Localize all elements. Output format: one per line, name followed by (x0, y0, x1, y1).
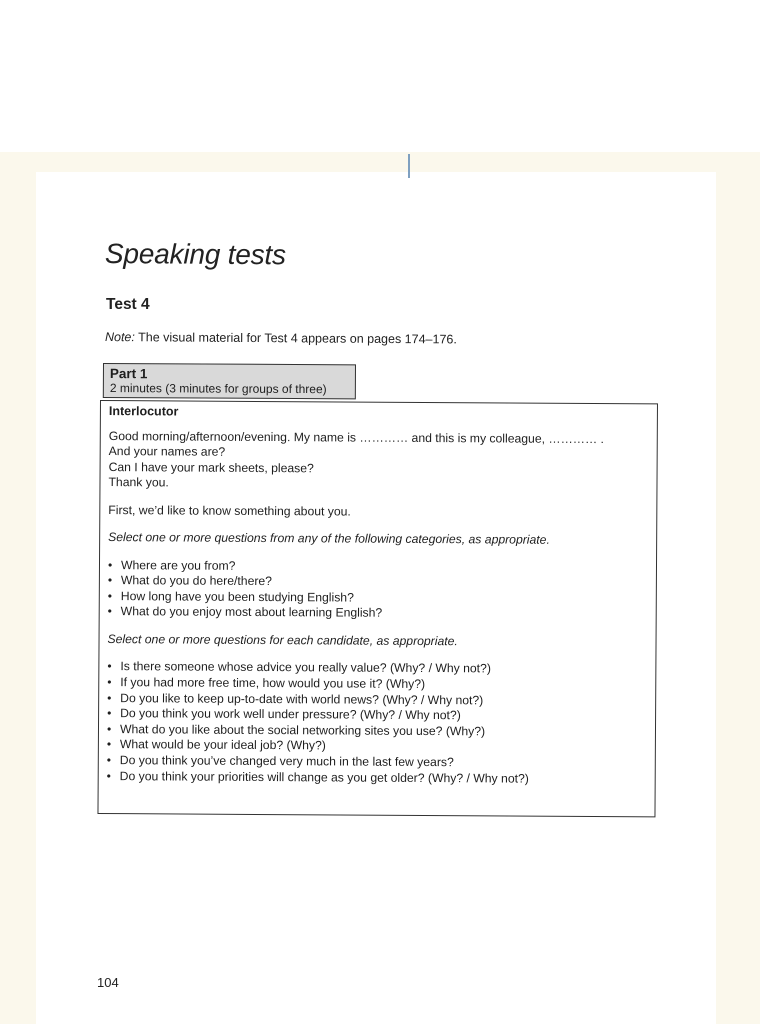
list-item: • What do you like about the social networking sites you use? (Why?) (107, 722, 647, 741)
list-item: • What do you enjoy most about learning English? (108, 604, 648, 623)
list-item: • What do you do here/there? (108, 573, 648, 592)
question-list-general (108, 558, 648, 624)
list-item: • Is there someone whose advice you really value? (Why? / Why not?) (107, 659, 647, 678)
part-header-box (103, 363, 356, 399)
intro-lines (108, 429, 648, 494)
list-item: • Do you think you’ve changed very much in the last few years? (107, 753, 647, 772)
list-item: • Do you think you work well under pressure? (Why? / Why not?) (107, 706, 647, 725)
list-item: • Do you think your priorities will change as you get older? (Why? / Why not?) (107, 769, 647, 788)
question-list-candidate (107, 659, 648, 787)
list-item: • Do you like to keep up-to-date with world news? (Why? / Why not?) (107, 691, 647, 710)
page-number: 104 (97, 975, 119, 990)
first-line: First, we’d like to know something about you. (108, 502, 351, 519)
list-item: • If you had more free time, how would you use it? (Why?) (107, 675, 647, 694)
intro-line: Good morning/afternoon/evening. My name is ………… and this is my colleague, ………… . (108, 428, 604, 446)
binding-mark (408, 154, 410, 178)
page-title: Speaking tests (104, 238, 286, 271)
part-label: Part 1 (109, 366, 148, 382)
intro-line: And your names are? (108, 444, 226, 459)
part-time: 2 minutes (3 minutes for groups of three) (109, 381, 327, 397)
list-item: • Where are you from? (108, 558, 648, 577)
interlocutor-heading: Interlocutor (108, 404, 179, 419)
test-heading: Test 4 (106, 296, 150, 313)
intro-line: Can I have your mark sheets, please? (108, 459, 314, 475)
intro-line: Thank you. (108, 475, 169, 490)
note (105, 330, 457, 346)
interlocutor-box (97, 400, 658, 817)
list-item: • What would be your ideal job? (Why?) (107, 737, 647, 756)
list-item: • How long have you been studying English? (108, 589, 648, 608)
instruction-candidate: Select one or more questions for each candidate, as appropriate. (107, 631, 458, 649)
note-text: The visual material for Test 4 appears on pages 174–176. (134, 330, 457, 347)
instruction-categories: Select one or more questions from any of the following categories, as appropriate. (108, 530, 550, 547)
note-label: Note: (104, 330, 135, 345)
